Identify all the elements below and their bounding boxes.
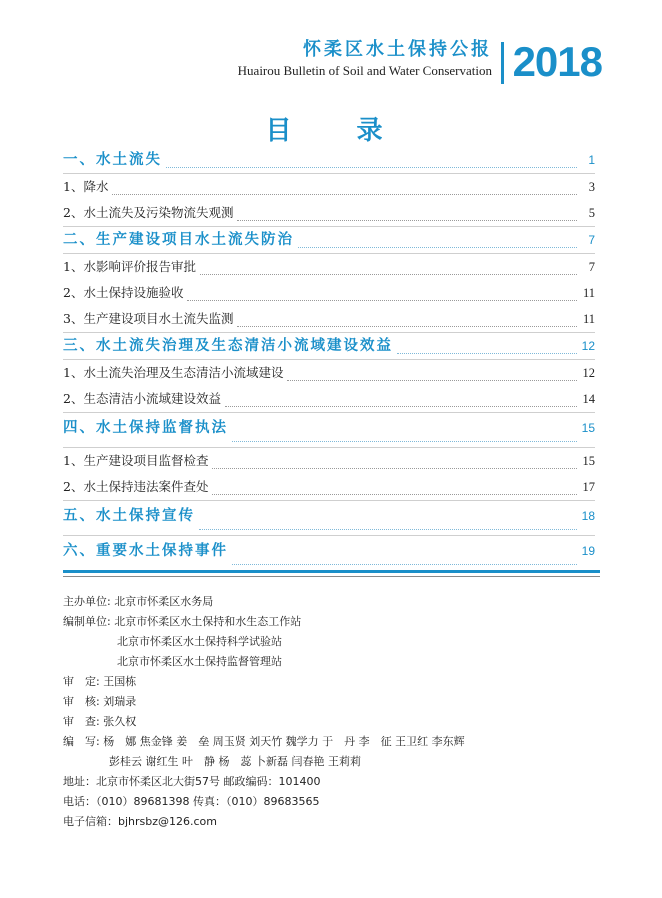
toc-item[interactable] (63, 447, 595, 474)
credit-writers-2: 彭桂云 谢红生 叶 静 杨 蕊 卜新磊 闫春艳 王莉莉 (109, 755, 361, 768)
credit-compiler-cont (63, 652, 603, 672)
toc-label: 一、水土流失 (63, 152, 162, 168)
toc-item[interactable] (63, 306, 595, 332)
leader-dots (166, 166, 577, 168)
toc-title: 目 录 (265, 116, 411, 146)
toc-label: 2、水土流失及污染物流失观测 (63, 205, 234, 220)
header-titles (238, 38, 492, 80)
credit-writers: 编 写: 杨 娜 焦金锋 姜 垒 周玉贤 刘天竹 魏学力 于 丹 李 征 王卫红 李东辉 (63, 735, 465, 748)
leader-dots (232, 440, 577, 442)
toc-page: 12 (581, 339, 595, 353)
credit-phone: 电话：（010）89681398 传真：（010）89683565 (63, 795, 320, 808)
credits-block (63, 592, 603, 832)
leader-dots (237, 325, 577, 327)
toc-page: 19 (581, 544, 595, 558)
credit-check: 审 查: 张久权 (63, 715, 137, 728)
toc-page: 14 (582, 392, 595, 406)
toc-label: 四、水土保持监督执法 (63, 420, 228, 436)
credit-review: 审 核: 刘瑞录 (63, 695, 137, 708)
credit-writers-cont (63, 752, 603, 772)
bulletin-year: 2018 (512, 38, 602, 85)
leader-dots (187, 299, 577, 301)
credit-email[interactable]: 电子信箱：bjhrsbz@126.com (63, 815, 218, 828)
credit-approve: 审 定: 王国栋 (63, 675, 137, 688)
toc-label: 五、水土保持宣传 (63, 508, 195, 524)
leader-dots (397, 352, 577, 354)
toc-label: 1、生产建设项目监督检查 (63, 453, 209, 468)
footer-rule-gray (63, 576, 600, 577)
toc-label: 2、生态清洁小流域建设效益 (63, 391, 221, 406)
leader-dots (200, 273, 577, 275)
toc-item[interactable] (63, 253, 595, 280)
leader-dots (225, 405, 577, 407)
credit-compiler-3: 北京市怀柔区水土保持监督管理站 (117, 655, 282, 668)
toc-page: 3 (588, 180, 595, 194)
toc-page: 15 (581, 421, 595, 435)
leader-dots (199, 528, 577, 530)
toc-page: 5 (588, 206, 595, 220)
footer-rule-blue (63, 570, 600, 573)
credit-sponsor: 主办单位: 北京市怀柔区水务局 (63, 595, 214, 608)
toc-item[interactable] (63, 173, 595, 200)
toc-page: 11 (582, 312, 595, 326)
toc-page: 7 (588, 233, 595, 247)
toc-label: 2、水土保持设施验收 (63, 285, 184, 300)
credit-compiler-cont (63, 632, 603, 652)
leader-dots (298, 246, 577, 248)
toc-page: 18 (581, 509, 595, 523)
header-divider (501, 42, 504, 84)
toc-item[interactable] (63, 280, 595, 306)
leader-dots (212, 467, 577, 469)
leader-dots (112, 193, 577, 195)
toc-item[interactable] (63, 359, 595, 386)
credit-compiler-2: 北京市怀柔区水土保持科学试验站 (117, 635, 282, 648)
toc-page: 15 (582, 454, 595, 468)
toc-section-3[interactable] (63, 332, 595, 359)
toc-label: 六、重要水土保持事件 (63, 543, 228, 559)
toc-section-1[interactable] (63, 147, 595, 173)
toc-page: 17 (582, 480, 595, 494)
toc-label: 三、水土流失治理及生态清洁小流域建设效益 (63, 338, 393, 354)
toc-page: 11 (582, 286, 595, 300)
toc-label: 1、水影响评价报告审批 (63, 259, 196, 274)
leader-dots (232, 563, 577, 565)
toc-page: 1 (588, 153, 595, 167)
toc-label: 2、水土保持违法案件查处 (63, 479, 209, 494)
bulletin-title-zh: 怀柔区水土保持公报 (303, 39, 492, 60)
toc-section-2[interactable] (63, 226, 595, 253)
bulletin-title-en: Huairou Bulletin of Soil and Water Conservation (237, 63, 492, 78)
credit-address: 地址：北京市怀柔区北大街57号 邮政编码：101400 (63, 775, 321, 788)
table-of-contents (63, 147, 595, 570)
leader-dots (212, 493, 577, 495)
leader-dots (287, 379, 577, 381)
toc-section-5[interactable] (63, 500, 595, 535)
toc-page: 12 (582, 366, 595, 380)
toc-item[interactable] (63, 200, 595, 226)
toc-section-6[interactable] (63, 535, 595, 570)
toc-label: 1、水土流失治理及生态清洁小流域建设 (63, 365, 284, 380)
credit-compiler: 编制单位: 北京市怀柔区水土保持和水生态工作站 (63, 615, 302, 628)
toc-label: 二、生产建设项目水土流失防治 (63, 232, 294, 248)
toc-label: 3、生产建设项目水土流失监测 (63, 311, 234, 326)
toc-page: 7 (588, 260, 595, 274)
toc-section-4[interactable] (63, 412, 595, 447)
leader-dots (237, 219, 577, 221)
toc-label: 1、降水 (63, 179, 109, 194)
